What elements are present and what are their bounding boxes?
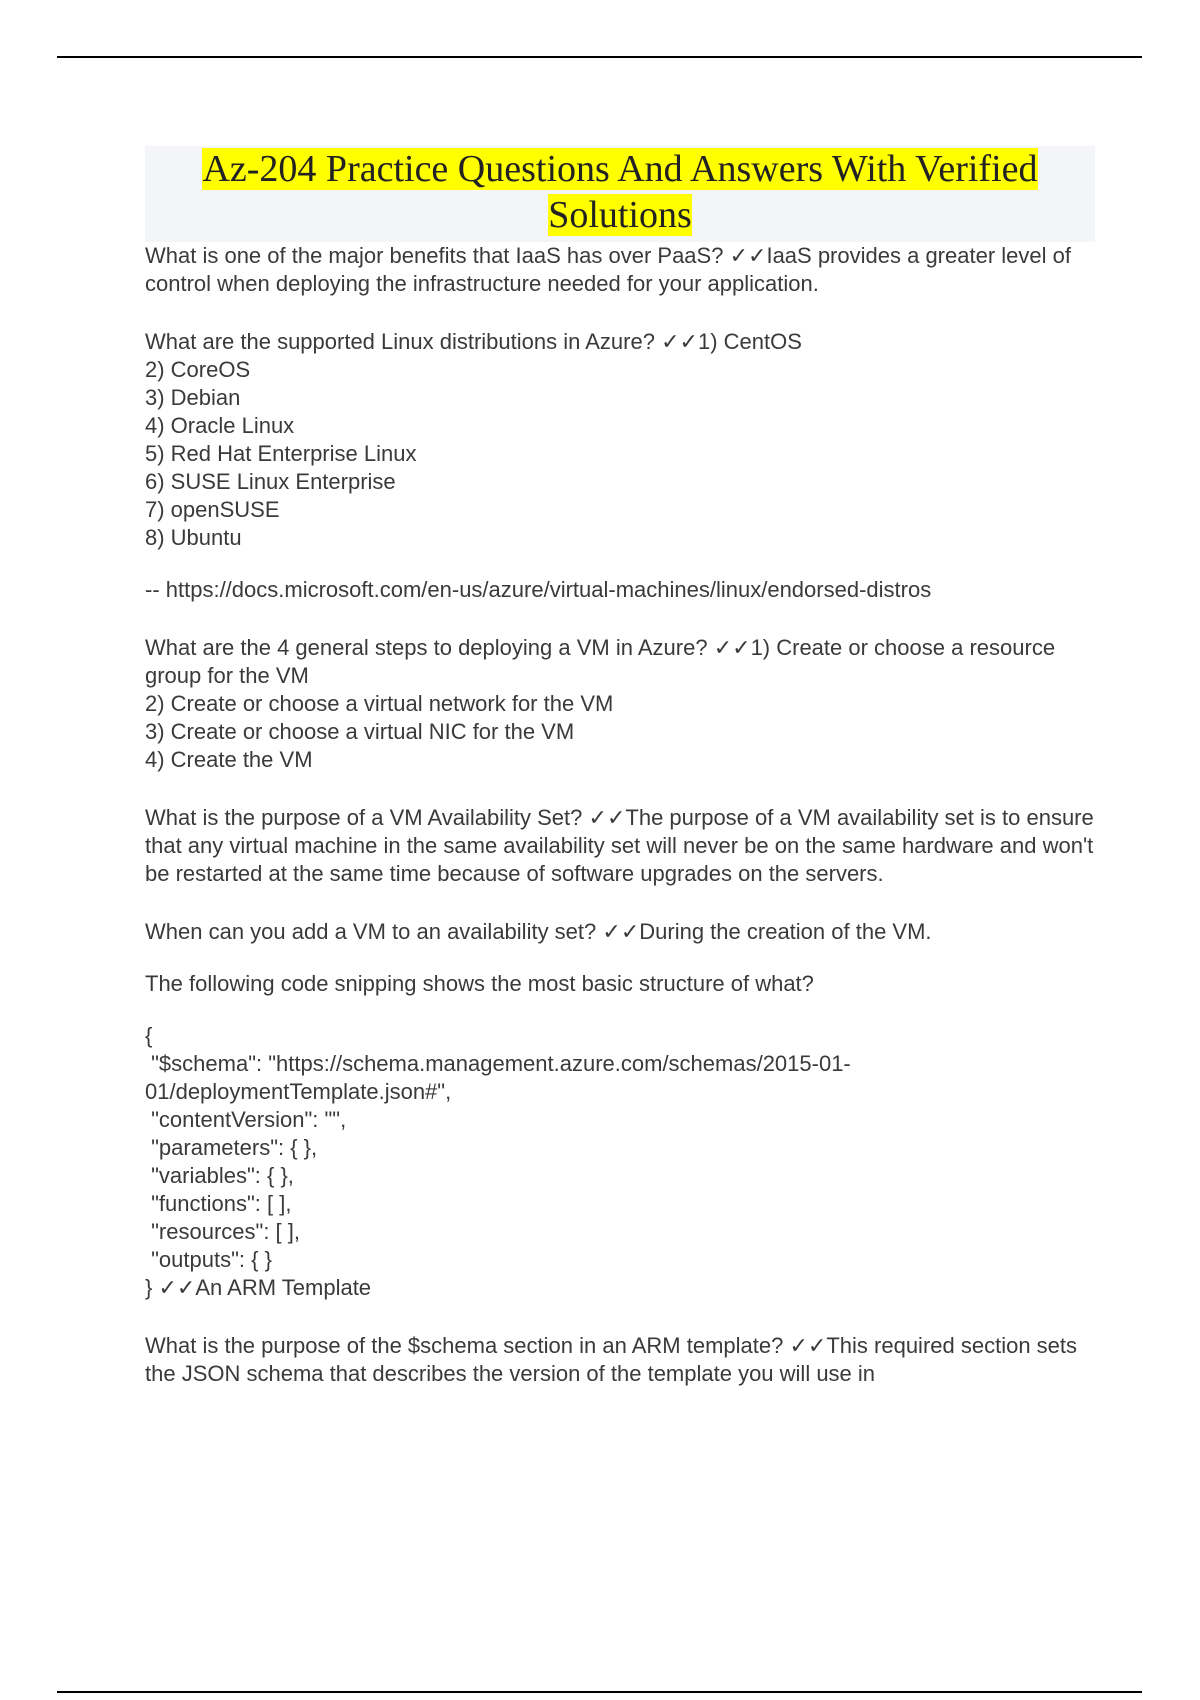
list-item: 2) Create or choose a virtual network for the VM xyxy=(145,691,614,716)
code-line: "$schema": "https://schema.management.azure.com/schemas/2015-01- xyxy=(145,1051,851,1076)
list-item: 1) Create or choose a resource group for the VM xyxy=(145,635,1056,688)
code-line: 01/deploymentTemplate.json#", xyxy=(145,1079,452,1104)
answer-text: IaaS provides a greater level of control when deploying the infrastructure needed for your application. xyxy=(145,243,1071,296)
qa-item xyxy=(145,918,1095,946)
source-url: -- https://docs.microsoft.com/en-us/azure/virtual-machines/linux/endorsed-distros xyxy=(145,577,932,602)
bottom-rule xyxy=(57,1691,1142,1693)
answer-text: This required section sets the JSON schema that describes the version of the template you will use in xyxy=(145,1333,1078,1386)
check-marks: ✓✓ xyxy=(602,919,640,944)
check-marks: ✓✓ xyxy=(713,635,751,660)
code-line: "variables": { }, xyxy=(145,1163,294,1188)
list-item: 1) CentOS xyxy=(697,329,802,354)
check-marks: ✓✓ xyxy=(588,805,626,830)
answer-text: During the creation of the VM. xyxy=(639,919,932,944)
check-marks: ✓✓ xyxy=(729,243,767,268)
check-marks: ✓✓ xyxy=(661,329,698,354)
code-line: { xyxy=(145,1023,153,1048)
list-item: 4) Create the VM xyxy=(145,747,313,772)
question-text: What are the supported Linux distributions in Azure? xyxy=(145,329,655,354)
code-close-line xyxy=(145,1274,1095,1302)
code-line: "resources": [ ], xyxy=(145,1219,300,1244)
check-marks: ✓✓ xyxy=(789,1333,827,1358)
qa-item xyxy=(145,328,1095,604)
code-line: "parameters": { }, xyxy=(145,1135,318,1160)
answer-text: The purpose of a VM availability set is to ensure that any virtual machine in the same availability set will never be on the same hardware and won't be restarted at the same time because of software upgrades on the servers. xyxy=(145,805,1094,886)
list-item: 3) Debian xyxy=(145,385,241,410)
document-body xyxy=(145,146,1095,1388)
answer-text: An ARM Template xyxy=(195,1275,372,1300)
code-close: } xyxy=(145,1275,153,1300)
list-item: 5) Red Hat Enterprise Linux xyxy=(145,441,417,466)
question-text: What are the 4 general steps to deploying a VM in Azure? xyxy=(145,635,708,660)
title-block xyxy=(145,146,1095,242)
list-item: 7) openSUSE xyxy=(145,497,280,522)
question-text: When can you add a VM to an availability set? xyxy=(145,919,597,944)
page-title: Az-204 Practice Questions And Answers With Verified Solutions xyxy=(202,148,1038,236)
list-item: 3) Create or choose a virtual NIC for the VM xyxy=(145,719,575,744)
question-text: What is the purpose of a VM Availability Set? xyxy=(145,805,583,830)
code-line: "contentVersion": "", xyxy=(145,1107,347,1132)
top-rule xyxy=(57,56,1142,58)
qa-item xyxy=(145,242,1095,298)
question-text: The following code snipping shows the most basic structure of what? xyxy=(145,971,814,996)
qa-item xyxy=(145,970,1095,1302)
list-item: 4) Oracle Linux xyxy=(145,413,295,438)
list-item: 6) SUSE Linux Enterprise xyxy=(145,469,396,494)
list-item: 8) Ubuntu xyxy=(145,525,242,550)
question-text: What is one of the major benefits that IaaS has over PaaS? xyxy=(145,243,724,268)
code-line: "outputs": { } xyxy=(145,1247,272,1272)
list-item: 2) CoreOS xyxy=(145,357,251,382)
qa-item xyxy=(145,804,1095,888)
qa-item xyxy=(145,1332,1095,1388)
question-text: What is the purpose of the $schema section in an ARM template? xyxy=(145,1333,784,1358)
code-line: "functions": [ ], xyxy=(145,1191,292,1216)
check-marks: ✓✓ xyxy=(158,1275,196,1300)
qa-item xyxy=(145,634,1095,774)
